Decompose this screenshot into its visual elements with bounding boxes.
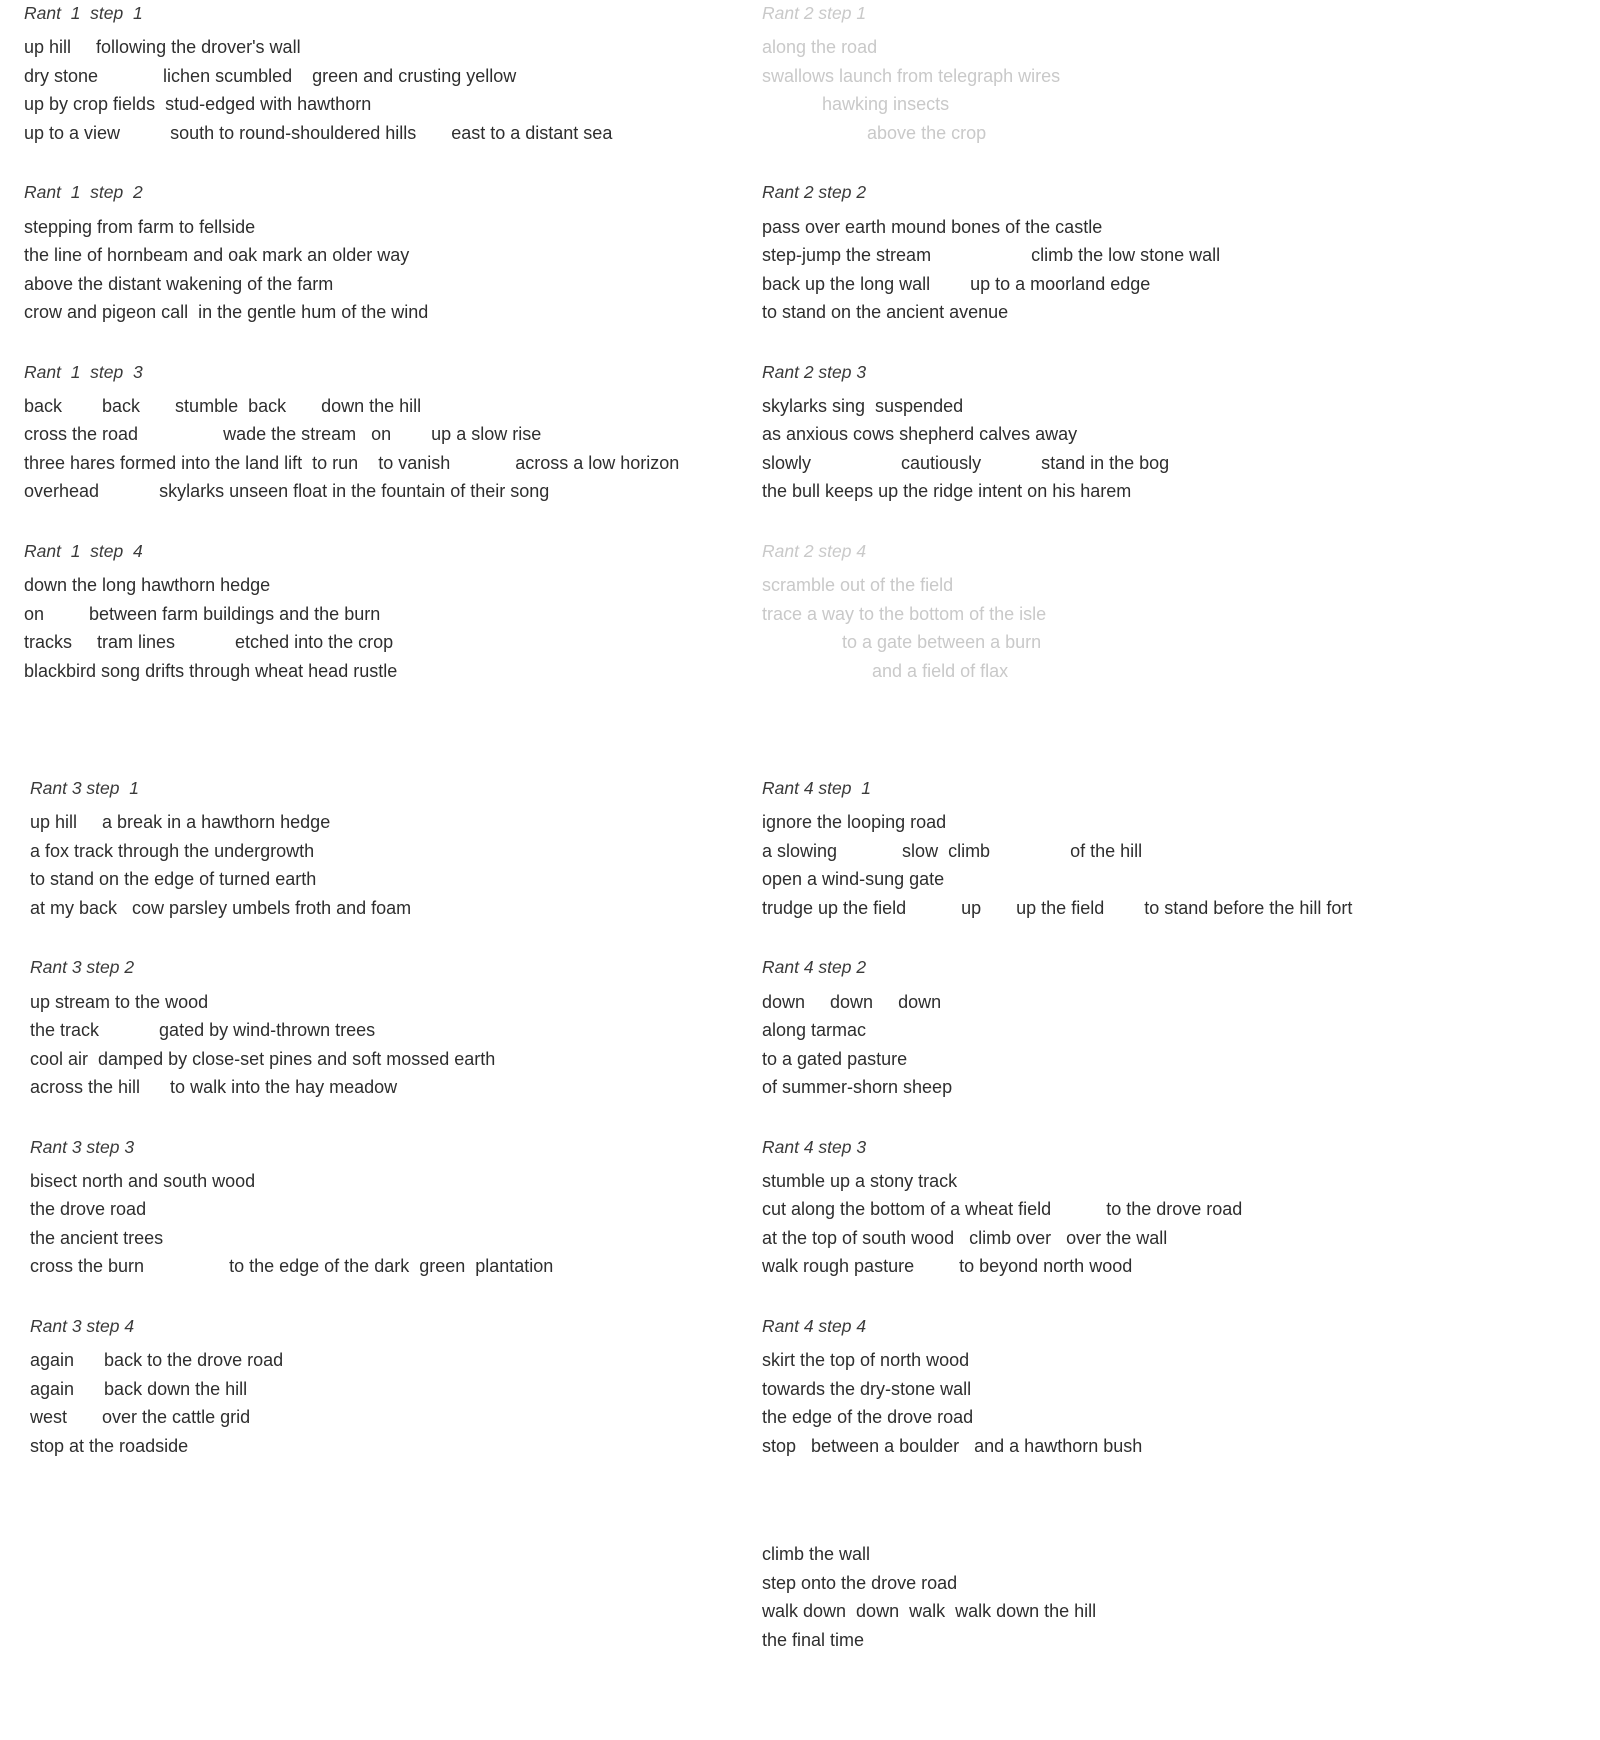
poem-line: as anxious cows shepherd calves away <box>762 424 1078 445</box>
poem-line: down the long hawthorn hedge <box>24 575 271 595</box>
stanza-rant1-step4 <box>24 538 684 685</box>
poem-line: down down down <box>762 991 942 1012</box>
poem-line: skirt the top of north wood <box>762 1350 970 1370</box>
poem-line: walk rough pasture to beyond north wood <box>762 1256 1133 1277</box>
poem-line: a slowing slow climb of the hill <box>762 840 1143 861</box>
stanza-title: Rant 2 step 4 <box>762 540 867 561</box>
rant-2-column <box>762 0 1582 685</box>
poem-line: bisect north and south wood <box>30 1170 256 1191</box>
poem-line: dry stone lichen scumbled green and crusting yellow <box>24 65 517 86</box>
stanza-rant1-step1 <box>24 0 684 147</box>
poem-line: the ancient trees <box>30 1227 164 1248</box>
poem-line: the edge of the drove road <box>762 1407 974 1427</box>
poem-line: above the crop <box>762 122 987 143</box>
stanza-title: Rant 2 step 1 <box>762 3 867 23</box>
stanza-title: Rant 1 step 4 <box>24 540 143 561</box>
poem-line: climb the wall <box>762 1544 871 1564</box>
poem-line: ignore the looping road <box>762 812 947 833</box>
poem-line: to stand on the ancient avenue <box>762 302 1009 322</box>
poem-line: at my back cow parsley umbels froth and foam <box>30 897 412 918</box>
stanza-rant3-step4 <box>30 1313 690 1460</box>
stanza-title: Rant 4 step 1 <box>762 778 871 798</box>
coda-stanza <box>762 1540 1582 1654</box>
poem-line: pass over earth mound bones of the castle <box>762 216 1103 237</box>
stanza-title: Rant 4 step 4 <box>762 1315 867 1336</box>
poem-line: and a field of flax <box>762 660 1009 681</box>
stanza-rant2-step1 <box>762 0 1582 147</box>
poem-line: a fox track through the undergrowth <box>30 840 315 861</box>
poem-line: up stream to the wood <box>30 991 209 1012</box>
stanza-title: Rant 4 step 3 <box>762 1136 867 1157</box>
poem-line: back up the long wall up to a moorland edge <box>762 273 1151 294</box>
stanza-rant4-step4 <box>762 1313 1582 1460</box>
poem-line: back back stumble back down the hill <box>24 395 422 416</box>
stanza-title: Rant 3 step 2 <box>30 957 135 978</box>
poem-line: up to a view south to round-shouldered hills east to a distant sea <box>24 122 613 143</box>
stanza-title: Rant 3 step 1 <box>30 778 139 798</box>
poem-line: to stand on the edge of turned earth <box>30 869 317 890</box>
poem-line: the drove road <box>30 1199 147 1220</box>
poem-line: cut along the bottom of a wheat field to the drove road <box>762 1199 1243 1220</box>
poem-line: cross the road wade the stream on up a slow rise <box>24 424 542 445</box>
poem-line: to a gated pasture <box>762 1048 908 1069</box>
stanza-title: Rant 4 step 2 <box>762 957 867 978</box>
poem-line: up by crop fields stud-edged with hawthorn <box>24 94 372 115</box>
stanza-rant3-step2 <box>30 954 690 1101</box>
poem-line: along the road <box>762 37 878 58</box>
poem-line: step-jump the stream climb the low stone wall <box>762 245 1221 265</box>
rant-4-column <box>762 775 1582 1460</box>
stanza-rant1-step3 <box>24 359 684 506</box>
poem-line: of summer-shorn sheep <box>762 1077 953 1097</box>
stanza-rant4-step3 <box>762 1134 1582 1281</box>
poem-line: overhead skylarks unseen float in the fountain of their song <box>24 481 550 502</box>
stanza-title: Rant 2 step 3 <box>762 361 867 382</box>
poem-line: the final time <box>762 1629 865 1650</box>
poem-line: at the top of south wood climb over over the wall <box>762 1227 1168 1248</box>
poem-line: crow and pigeon call in the gentle hum of the wind <box>24 302 429 322</box>
stanza-title: Rant 1 step 1 <box>24 3 143 23</box>
stanza-rant4-step1 <box>762 775 1582 922</box>
poem-line: on between farm buildings and the burn <box>24 603 381 624</box>
poem-line: stop between a boulder and a hawthorn bush <box>762 1435 1143 1456</box>
stanza-rant2-step4 <box>762 538 1582 685</box>
stanza-rant3-step1 <box>30 775 690 922</box>
poem-line: across the hill to walk into the hay meadow <box>30 1077 398 1097</box>
poem-line: step onto the drove road <box>762 1572 958 1593</box>
stanza-rant1-step2 <box>24 179 684 326</box>
poem-line: skylarks sing suspended <box>762 395 964 416</box>
poem-line: above the distant wakening of the farm <box>24 273 334 294</box>
poem-line: trace a way to the bottom of the isle <box>762 603 1047 624</box>
stanza-rant2-step3 <box>762 359 1582 506</box>
poem-line: up hill following the drover's wall <box>24 37 301 58</box>
poem-line: up hill a break in a hawthorn hedge <box>30 812 331 833</box>
stanza-rant3-step3 <box>30 1134 690 1281</box>
poem-line: trudge up the field up up the field to stand before the hill fort <box>762 897 1353 918</box>
stanza-title: Rant 3 step 3 <box>30 1136 135 1157</box>
poem-line: walk down down walk walk down the hill <box>762 1601 1097 1621</box>
poem-line: cool air damped by close-set pines and soft mossed earth <box>30 1048 496 1069</box>
poem-line: again back down the hill <box>30 1378 248 1399</box>
poem-line: along tarmac <box>762 1020 867 1040</box>
rant-3-column <box>30 775 690 1460</box>
stanza-title: Rant 1 step 2 <box>24 182 143 203</box>
poem-line: west over the cattle grid <box>30 1407 251 1427</box>
poem-line: the bull keeps up the ridge intent on his harem <box>762 481 1132 502</box>
stanza-rant2-step2 <box>762 179 1582 326</box>
poem-line: the line of hornbeam and oak mark an older way <box>24 245 410 265</box>
poem-line: three hares formed into the land lift to run to vanish across a low horizon <box>24 452 680 473</box>
poem-line: to a gate between a burn <box>762 632 1042 652</box>
stanza-title: Rant 3 step 4 <box>30 1315 135 1336</box>
poem-line: hawking insects <box>762 94 950 115</box>
poem-line: open a wind-sung gate <box>762 869 945 890</box>
stanza-title: Rant 1 step 3 <box>24 361 143 382</box>
stanza-title: Rant 2 step 2 <box>762 182 867 203</box>
poem-line: stop at the roadside <box>30 1435 189 1456</box>
poem-line: tracks tram lines etched into the crop <box>24 632 394 652</box>
poem-line: blackbird song drifts through wheat head rustle <box>24 660 398 681</box>
poem-line: slowly cautiously stand in the bog <box>762 452 1170 473</box>
poem-line: again back to the drove road <box>30 1350 284 1370</box>
poem-line: swallows launch from telegraph wires <box>762 65 1061 86</box>
stanza-rant4-step2 <box>762 954 1582 1101</box>
poem-line: stumble up a stony track <box>762 1170 958 1191</box>
rant-1-column <box>24 0 684 685</box>
poem-line: scramble out of the field <box>762 575 954 595</box>
poem-line: stepping from farm to fellside <box>24 216 256 237</box>
poem-line: cross the burn to the edge of the dark green plantation <box>30 1256 554 1277</box>
poem-line: the track gated by wind-thrown trees <box>30 1020 376 1040</box>
poem-line: towards the dry-stone wall <box>762 1378 972 1399</box>
